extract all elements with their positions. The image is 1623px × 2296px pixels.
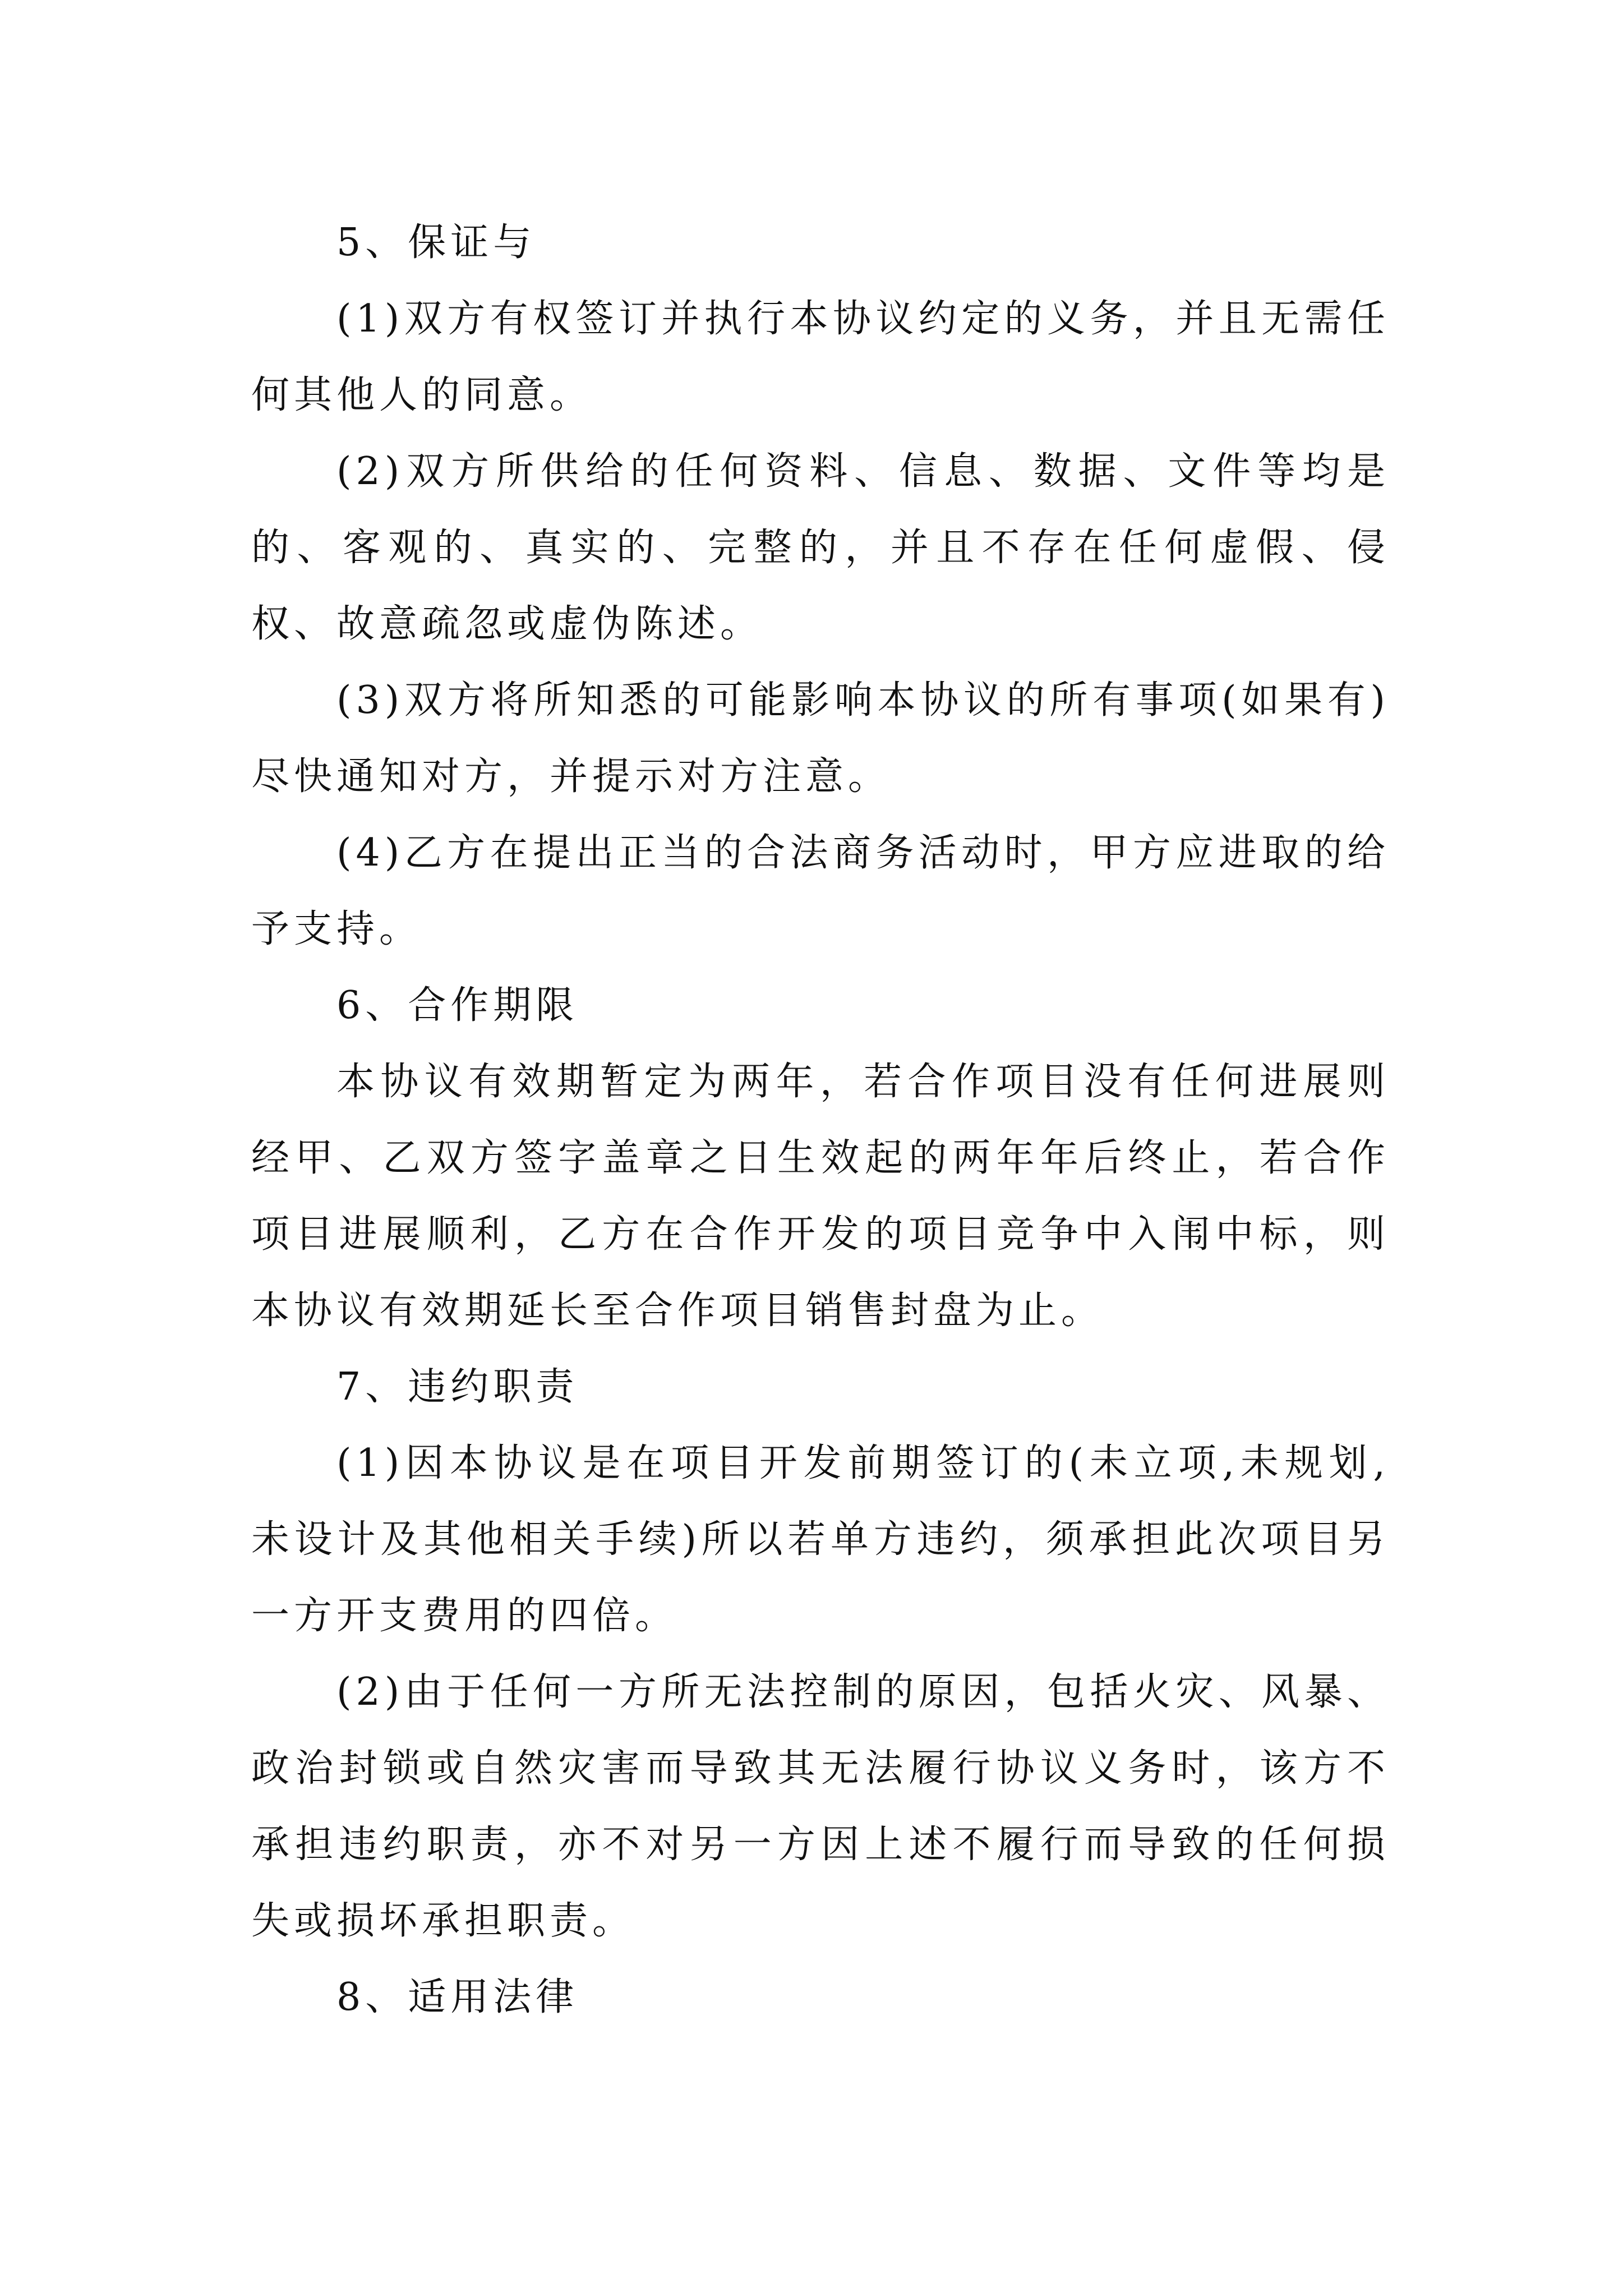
clause-5-4: (4)乙方在提出正当的合法商务活动时，甲方应进取的给予支持。: [251, 831, 1390, 951]
section-heading-6: 6、合作期限: [336, 983, 579, 1028]
clause-5-3: (3)双方将所知悉的可能影响本协议的所有事项(如果有)尽快通知对方，并提示对方注意。: [251, 678, 1390, 799]
clause-5-1: (1)双方有权签订并执行本协议约定的义务，并且无需任何其他人的同意。: [251, 297, 1390, 417]
document-body: [251, 205, 1390, 2036]
clause-6-body: 本协议有效期暂定为两年，若合作项目没有任何进展则经甲、乙双方签字盖章之日生效起的两年年后终止，若合作项目进展顺利，乙方在合作开发的项目竞争中入闱中标，则本协议有效期延长至合作项目销售封盘为止。: [251, 1060, 1390, 1333]
clause-7-2: (2)由于任何一方所无法控制的原因，包括火灾、风暴、政治封锁或自然灾害而导致其无法履行协议义务时，该方不承担违约职责，亦不对另一方因上述不履行而导致的任何损失或损坏承担职责。: [251, 1670, 1390, 1943]
clause-7-1: (1)因本协议是在项目开发前期签订的(未立项,未规划,未设计及其他相关手续)所以若单方违约，须承担此次项目另一方开支费用的四倍。: [251, 1441, 1390, 1638]
section-heading-5: 5、保证与: [336, 220, 536, 265]
section-heading-7: 7、违约职责: [336, 1365, 579, 1409]
section-heading-8: 8、适用法律: [336, 1975, 579, 2019]
clause-5-2: (2)双方所供给的任何资料、信息、数据、文件等均是的、客观的、真实的、完整的，并且不存在任何虚假、侵权、故意疏忽或虚伪陈述。: [251, 449, 1390, 646]
